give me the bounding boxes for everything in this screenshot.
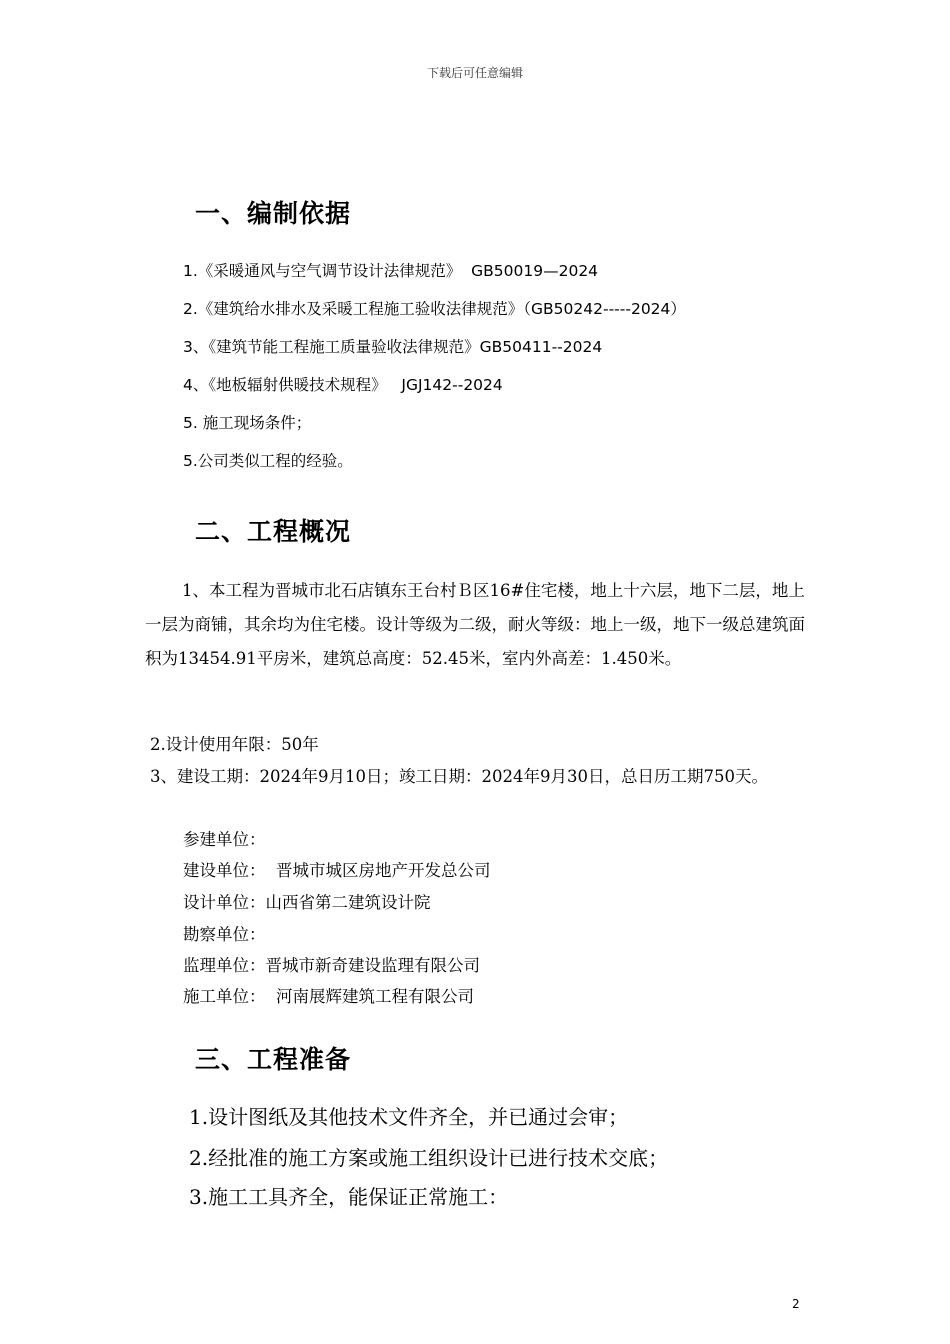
- preparation-item: 1.设计图纸及其他技术文件齐全，并已通过会审；: [189, 1105, 629, 1129]
- service-life-line: 2.设计使用年限：50年: [150, 735, 319, 754]
- schedule-paragraph: 3、建设工期：2024年9月10日；竣工日期：2024年9月30日，总日历工期750天。: [150, 767, 768, 786]
- section-title-overview: 二、工程概况: [195, 517, 352, 546]
- basis-item: 5. 施工现场条件；: [183, 414, 312, 432]
- page-number: 2: [792, 1297, 800, 1311]
- unit-line: 监理单位：晋城市新奇建设监理有限公司: [183, 956, 480, 975]
- basis-item: 4、《地板辐射供暖技术规程》 JGJ142--2024: [183, 376, 503, 394]
- unit-line: 建设单位： 晋城市城区房地产开发总公司: [183, 861, 491, 880]
- preparation-item: 2.经批准的施工方案或施工组织设计已进行技术交底；: [189, 1146, 669, 1170]
- unit-line: 设计单位：山西省第二建筑设计院: [183, 893, 431, 912]
- preparation-item: 3.施工工具齐全，能保证正常施工：: [189, 1185, 509, 1209]
- section-title-preparation: 三、工程准备: [195, 1045, 352, 1074]
- basis-item: 2.《建筑给水排水及采暖工程施工验收法律规范》（GB50242-----2024）: [183, 300, 686, 318]
- units-heading: 参建单位：: [183, 830, 266, 849]
- unit-line: 施工单位： 河南展辉建筑工程有限公司: [183, 987, 474, 1006]
- basis-item: 1.《采暖通风与空气调节设计法律规范》 GB50019—2024: [183, 262, 599, 280]
- section-title-basis: 一、编制依据: [195, 199, 352, 228]
- basis-item: 3、《建筑节能工程施工质量验收法律规范》GB50411--2024: [183, 338, 603, 356]
- overview-paragraph: 1、本工程为晋城市北石店镇东王台村Ｂ区16#住宅楼，地上十六层，地下二层，地上一层为商铺，其余均为住宅楼。设计等级为二级，耐火等级：地上一级，地下一级总建筑面积为13454.91平房米，建筑总高度：52.45米，室内外高差：1.450米。: [145, 581, 805, 668]
- unit-line: 勘察单位：: [183, 925, 266, 944]
- page-header: 下载后可任意编辑: [426, 66, 523, 80]
- basis-item: 5.公司类似工程的经验。: [183, 452, 353, 470]
